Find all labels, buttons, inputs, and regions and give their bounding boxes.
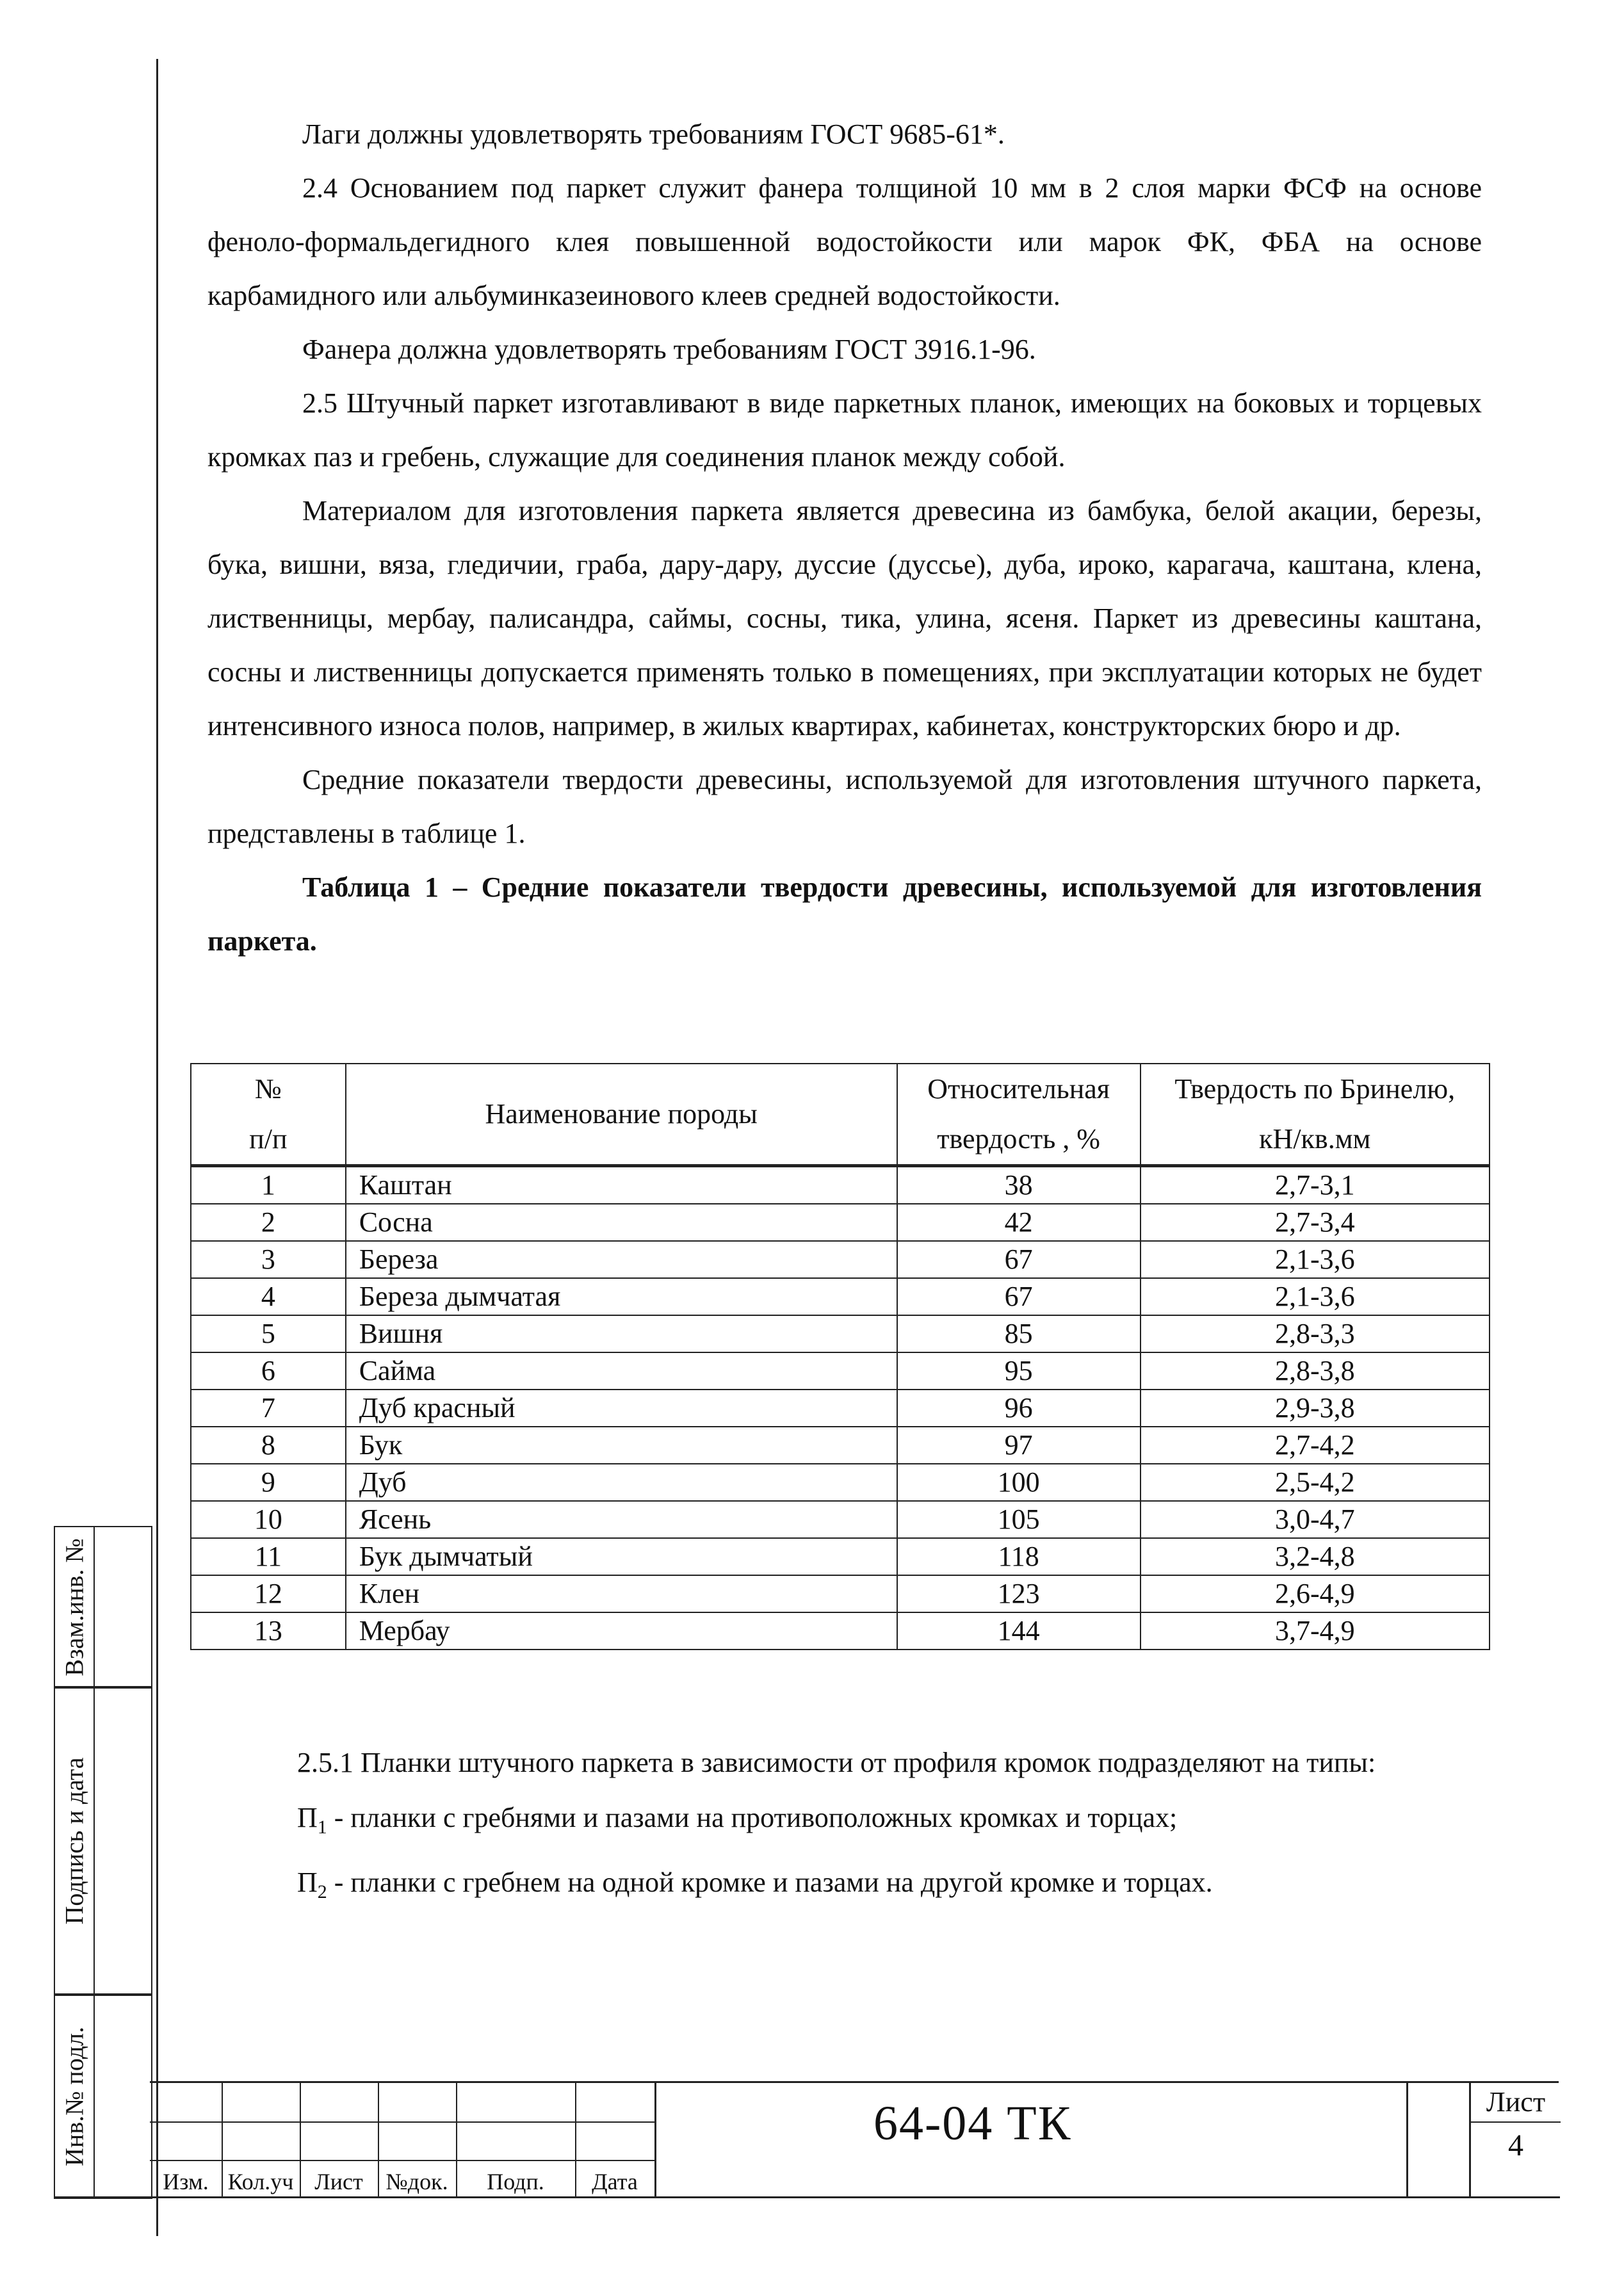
cell-brinell: 2,1-3,6 xyxy=(1141,1278,1490,1315)
frame-bottom-border xyxy=(54,2196,1560,2198)
cell-brinell: 2,9-3,8 xyxy=(1141,1390,1490,1427)
cell-num: 6 xyxy=(191,1352,346,1390)
cell-num: 12 xyxy=(191,1575,346,1612)
stamp-vzam-label: Взам.инв. № xyxy=(60,1538,89,1676)
sheet-label: Лист xyxy=(1471,2083,1561,2123)
col-data: Дата xyxy=(592,2169,638,2194)
cell-brinell: 3,7-4,9 xyxy=(1141,1612,1490,1650)
cell-species: Дуб xyxy=(346,1464,897,1501)
section-2-5-1 xyxy=(207,1735,1482,1920)
col-list: Лист xyxy=(314,2169,363,2194)
cell-relative-hardness: 123 xyxy=(897,1575,1141,1612)
cell-relative-hardness: 100 xyxy=(897,1464,1141,1501)
cell-species: Мербау xyxy=(346,1612,897,1650)
stamp-inv xyxy=(54,1993,152,2199)
header-brinell: Твердость по Бринелю, xyxy=(1141,1064,1490,1114)
sheet-box xyxy=(1469,2083,1561,2198)
cell-brinell: 2,8-3,8 xyxy=(1141,1352,1490,1390)
document-body xyxy=(207,108,1482,968)
cell-num: 4 xyxy=(191,1278,346,1315)
table-row xyxy=(191,1575,1490,1612)
cell-brinell: 2,7-3,4 xyxy=(1141,1204,1490,1241)
type-p2: $П_2$ - планки с гребнем на одной кромке и пазами на другой кромке и торцах. xyxy=(297,1866,1213,1902)
sheet-number: 4 xyxy=(1508,2128,1523,2162)
cell-species: Дуб красный xyxy=(346,1390,897,1427)
cell-species: Каштан xyxy=(346,1166,897,1204)
col-ndok: №док. xyxy=(386,2169,448,2194)
cell-num: 5 xyxy=(191,1315,346,1352)
cell-num: 2 xyxy=(191,1204,346,1241)
paragraph-fanera: Фанера должна удовлетворять требованиям ГОСТ 3916.1-96. xyxy=(302,334,1036,365)
cell-species: Бук дымчатый xyxy=(346,1538,897,1575)
frame-left-border xyxy=(156,59,158,2236)
table-row xyxy=(191,1464,1490,1501)
cell-brinell: 2,1-3,6 xyxy=(1141,1241,1490,1278)
col-izm: Изм. xyxy=(163,2169,209,2194)
cell-relative-hardness: 96 xyxy=(897,1390,1141,1427)
cell-num: 3 xyxy=(191,1241,346,1278)
cell-brinell: 3,0-4,7 xyxy=(1141,1501,1490,1538)
header-num: № xyxy=(191,1064,346,1114)
cell-species: Ясень xyxy=(346,1501,897,1538)
cell-species: Сосна xyxy=(346,1204,897,1241)
cell-relative-hardness: 144 xyxy=(897,1612,1141,1650)
col-kol-uch: Кол.уч xyxy=(227,2169,294,2194)
cell-brinell: 2,7-4,2 xyxy=(1141,1427,1490,1464)
document-code: 64-04 ТК xyxy=(873,2096,1072,2150)
table-row xyxy=(191,1241,1490,1278)
cell-relative-hardness: 105 xyxy=(897,1501,1141,1538)
paragraph-material: Материалом для изготовления паркета является древесина из бамбука, белой акации, березы, бука, вишни, вяза, гледичии, граба, дару-дару, дуссие (дуссье), дуба, ироко, карагача, каштана, клена, лиственницы, мербау, палисандра, саймы, сосны, тика, улина, ясеня. Паркет из древесины каштана, сосны и лиственницы допускается применять только в помещениях, при эксплуатации которых не будет интенсивного износа полов, например, в жилых квартирах, кабинетах, конструкторских бюро и др. xyxy=(207,495,1482,742)
header-name: Наименование породы xyxy=(346,1064,897,1166)
header-relative-line2: твердость , % xyxy=(897,1114,1141,1166)
cell-brinell: 2,5-4,2 xyxy=(1141,1464,1490,1501)
hardness-table xyxy=(190,1063,1490,1650)
cell-num: 10 xyxy=(191,1501,346,1538)
paragraph-2-5-1: 2.5.1 Планки штучного паркета в зависимости от профиля кромок подразделяют на типы: xyxy=(297,1747,1376,1778)
cell-num: 9 xyxy=(191,1464,346,1501)
stamp-inv-label: Инв.№ подл. xyxy=(60,2026,89,2166)
stamp-podpis-label: Подпись и дата xyxy=(60,1757,89,1925)
table-caption: Таблица 1 – Средние показатели твердости древесины, используемой для изготовления паркета. xyxy=(207,872,1482,957)
col-podp: Подп. xyxy=(487,2169,544,2194)
cell-brinell: 2,6-4,9 xyxy=(1141,1575,1490,1612)
cell-species: Бук xyxy=(346,1427,897,1464)
cell-species: Береза xyxy=(346,1241,897,1278)
cell-num: 1 xyxy=(191,1166,346,1204)
cell-relative-hardness: 95 xyxy=(897,1352,1141,1390)
table-row xyxy=(191,1501,1490,1538)
type-p1: $П_1$ - планки с гребнями и пазами на противоположных кромках и торцах; xyxy=(297,1802,1178,1838)
table-row xyxy=(191,1352,1490,1390)
stamp-vzam xyxy=(54,1526,152,1689)
table-row xyxy=(191,1166,1490,1204)
cell-num: 8 xyxy=(191,1427,346,1464)
cell-species: Клен xyxy=(346,1575,897,1612)
paragraph-hardness-intro: Средние показатели твердости древесины, используемой для изготовления штучного паркета, представлены в таблице 1. xyxy=(207,764,1482,849)
cell-relative-hardness: 67 xyxy=(897,1241,1141,1278)
cell-brinell: 2,7-3,1 xyxy=(1141,1166,1490,1204)
cell-species: Вишня xyxy=(346,1315,897,1352)
cell-relative-hardness: 67 xyxy=(897,1278,1141,1315)
cell-relative-hardness: 85 xyxy=(897,1315,1141,1352)
stamp-podpis xyxy=(54,1686,152,1996)
header-num-line2: п/п xyxy=(191,1114,346,1166)
cell-brinell: 2,8-3,3 xyxy=(1141,1315,1490,1352)
title-block xyxy=(150,2081,1559,2198)
cell-relative-hardness: 42 xyxy=(897,1204,1141,1241)
cell-relative-hardness: 97 xyxy=(897,1427,1141,1464)
paragraph-2-5: 2.5 Штучный паркет изготавливают в виде паркетных планок, имеющих на боковых и торцевых кромках паз и гребень, служащие для соединения планок между собой. xyxy=(207,387,1482,473)
cell-relative-hardness: 38 xyxy=(897,1166,1141,1204)
header-relative: Относительная xyxy=(897,1064,1141,1114)
title-block-grid xyxy=(150,2083,656,2198)
table-row xyxy=(191,1427,1490,1464)
table-row xyxy=(191,1204,1490,1241)
table-row xyxy=(191,1612,1490,1650)
cell-brinell: 3,2-4,8 xyxy=(1141,1538,1490,1575)
cell-num: 13 xyxy=(191,1612,346,1650)
table-row xyxy=(191,1538,1490,1575)
cell-num: 11 xyxy=(191,1538,346,1575)
header-brinell-line2: кН/кв.мм xyxy=(1141,1114,1490,1166)
cell-species: Береза дымчатая xyxy=(346,1278,897,1315)
cell-species: Сайма xyxy=(346,1352,897,1390)
table-row xyxy=(191,1315,1490,1352)
cell-relative-hardness: 118 xyxy=(897,1538,1141,1575)
frame-right-border xyxy=(1406,2081,1408,2196)
table-row xyxy=(191,1390,1490,1427)
table-row xyxy=(191,1278,1490,1315)
paragraph-lagi: Лаги должны удовлетворять требованиям ГОСТ 9685-61*. xyxy=(302,118,1005,150)
paragraph-2-4: 2.4 Основанием под паркет служит фанера толщиной 10 мм в 2 слоя марки ФСФ на основе феноло-формальдегидного клея повышенной водостойкости или марок ФК, ФБА на основе карбамидного или альбуминказеинового клеев средней водостойкости. xyxy=(207,172,1482,311)
cell-num: 7 xyxy=(191,1390,346,1427)
